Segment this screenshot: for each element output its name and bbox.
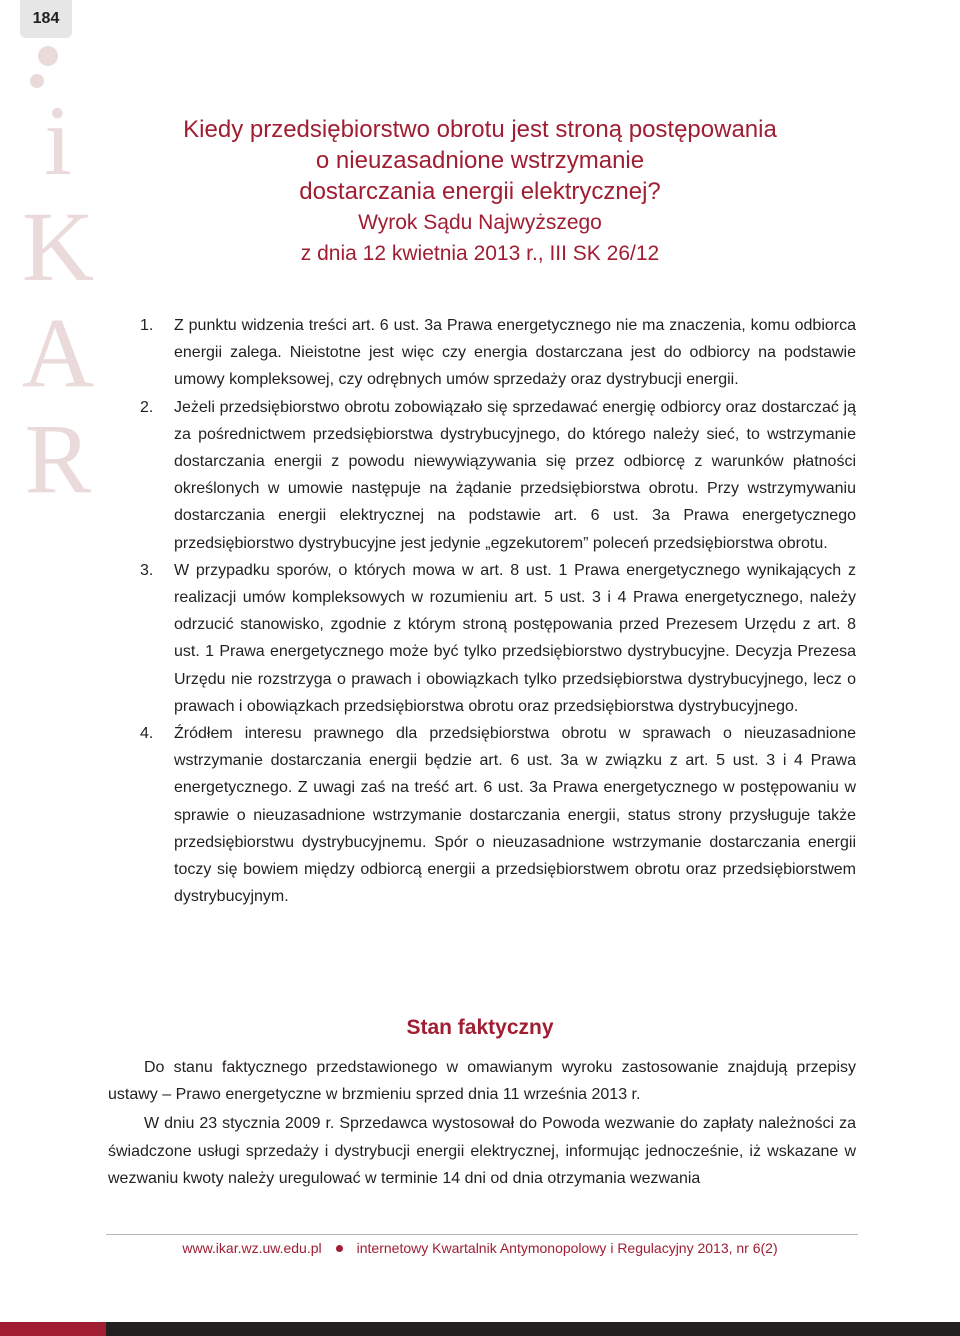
title-line: dostarczania energii elektrycznej?: [299, 178, 661, 205]
bottom-accent-bar: [0, 1322, 106, 1336]
subtitle-line: z dnia 12 kwietnia 2013 r., III SK 26/12: [300, 242, 660, 265]
body-text: [108, 1054, 856, 1194]
logo-dot-large: [38, 46, 58, 66]
paragraph: W dniu 23 stycznia 2009 r. Sprzedawca wystosował do Powoda wezwanie do zapłaty należności za świadczone usługi sprzedaży i dystrybucji energii elektrycznej, informując jednocześnie, iż wskazane w wezwaniu kwoty należy uregulować w terminie 14 dni od dnia otrzymania wezwania: [108, 1115, 856, 1187]
thesis-list: [140, 312, 856, 910]
thesis-item: [140, 720, 856, 910]
thesis-text: Z punktu widzenia treści art. 6 ust. 3a Prawa energetycznego nie ma znaczenia, komu odbiorca energii zalega. Nieistotne jest więc czy energia dostarczana jest do odbiorcy na podstawie umowy kompleksowej, czy odrębnych umów sprzedaży oraz dystrybucji energii.: [174, 317, 856, 389]
logo-letter: A: [21, 297, 95, 408]
logo-dot-small: [30, 74, 44, 88]
article-title: [110, 114, 850, 269]
footer-journal: internetowy Kwartalnik Antymonopolowy i Regulacyjny 2013, nr 6(2): [356, 1240, 778, 1256]
footer-divider: [106, 1234, 858, 1235]
footer-url: www.ikar.wz.uw.edu.pl: [182, 1240, 322, 1256]
subtitle-line: Wyrok Sądu Najwyższego: [358, 211, 602, 234]
section-heading: Stan faktyczny: [406, 1016, 554, 1039]
title-line: o nieuzasadnione wstrzymanie: [315, 147, 645, 174]
thesis-number: 4.: [140, 725, 154, 743]
paragraph: Do stanu faktycznego przedstawionego w omawianym wyroku zastosowanie znajdują przepisy ustawy – Prawo energetyczne w brzmieniu sprzed dnia 11 września 2013 r.: [108, 1059, 856, 1104]
title-line: Kiedy przedsiębiorstwo obrotu jest stroną postępowania: [183, 116, 777, 143]
thesis-item: [140, 312, 856, 394]
page-number: [20, 0, 72, 38]
thesis-text: W przypadku sporów, o których mowa w art. 8 ust. 1 Prawa energetycznego wynikających z realizacji umów kompleksowych w rozumieniu art. 5 ust. 3 i 4 Prawa energetycznego, należy odrzucić stanowisko, zgodnie z którym stroną postępowania przed Prezesem Urzędu z art. 8 ust. 1 Prawa energetycznego może być tylko przedsiębiorstwo dystrybucyjne. Decyzja Prezesa Urzędu nie rozstrzyga o prawach i obowiązkach tylko przedsiębiorstwa dystrybucyjnego, lecz o prawach i obowiązkach przedsiębiorstwa obrotu oraz przedsiębiorstwa dystrybucyjnego.: [174, 561, 856, 715]
logo-letter: K: [21, 191, 95, 302]
thesis-text: Jeżeli przedsiębiorstwo obrotu zobowiązało się sprzedawać energię odbiorcy oraz dostarczać ją za pośrednictwem przedsiębiorstwa dystrybucyjnego, do którego należy sieć, to wstrzymanie dostarczania energii z powodu niewywiązywania się przez odbiorcę z warunków płatności określonych w umowie następuje na żądanie przedsiębiorstwa obrotu. Przy wstrzymywaniu dostarczania energii elektrycznej na podstawie art. 6 ust. 3a Prawa energetycznego przedsiębiorstwo dystrybucyjne jest jedynie „egzekutorem” poleceń przedsiębiorstwa obrotu.: [174, 398, 856, 552]
thesis-item: [140, 557, 856, 720]
bottom-dark-bar: [106, 1322, 960, 1336]
bullet-separator-icon: [336, 1245, 343, 1252]
logo-letter: i: [44, 85, 72, 196]
thesis-number: 2.: [140, 398, 154, 416]
page-footer: [0, 1238, 960, 1258]
page-number-text: 184: [32, 10, 60, 27]
thesis-number: 3.: [140, 561, 154, 579]
ikar-side-logo: [8, 85, 108, 514]
thesis-text: Źródłem interesu prawnego dla przedsiębiorstwa obrotu w sprawach o nieuzasadnione wstrzymanie dostarczania energii będzie art. 6 ust. 3a w związku z art. 5 ust. 3 i 4 Prawa energetycznego. Z uwagi zaś na treść art. 6 ust. 3a Prawa energetycznego w postępowaniu w sprawie o nieuzasadnione wstrzymanie dostarczania energii, status strony przysługuje także przedsiębiorstwu dystrybucyjnemu. Spór o nieuzasadnione wstrzymanie dostarczania energii toczy się bowiem między odbiorcą energii a przedsiębiorstwem obrotu oraz przedsiębiorstwem dystrybucyjnym.: [174, 725, 856, 906]
thesis-number: 1.: [140, 317, 154, 334]
thesis-item: [140, 394, 856, 557]
logo-letter: R: [24, 403, 92, 514]
